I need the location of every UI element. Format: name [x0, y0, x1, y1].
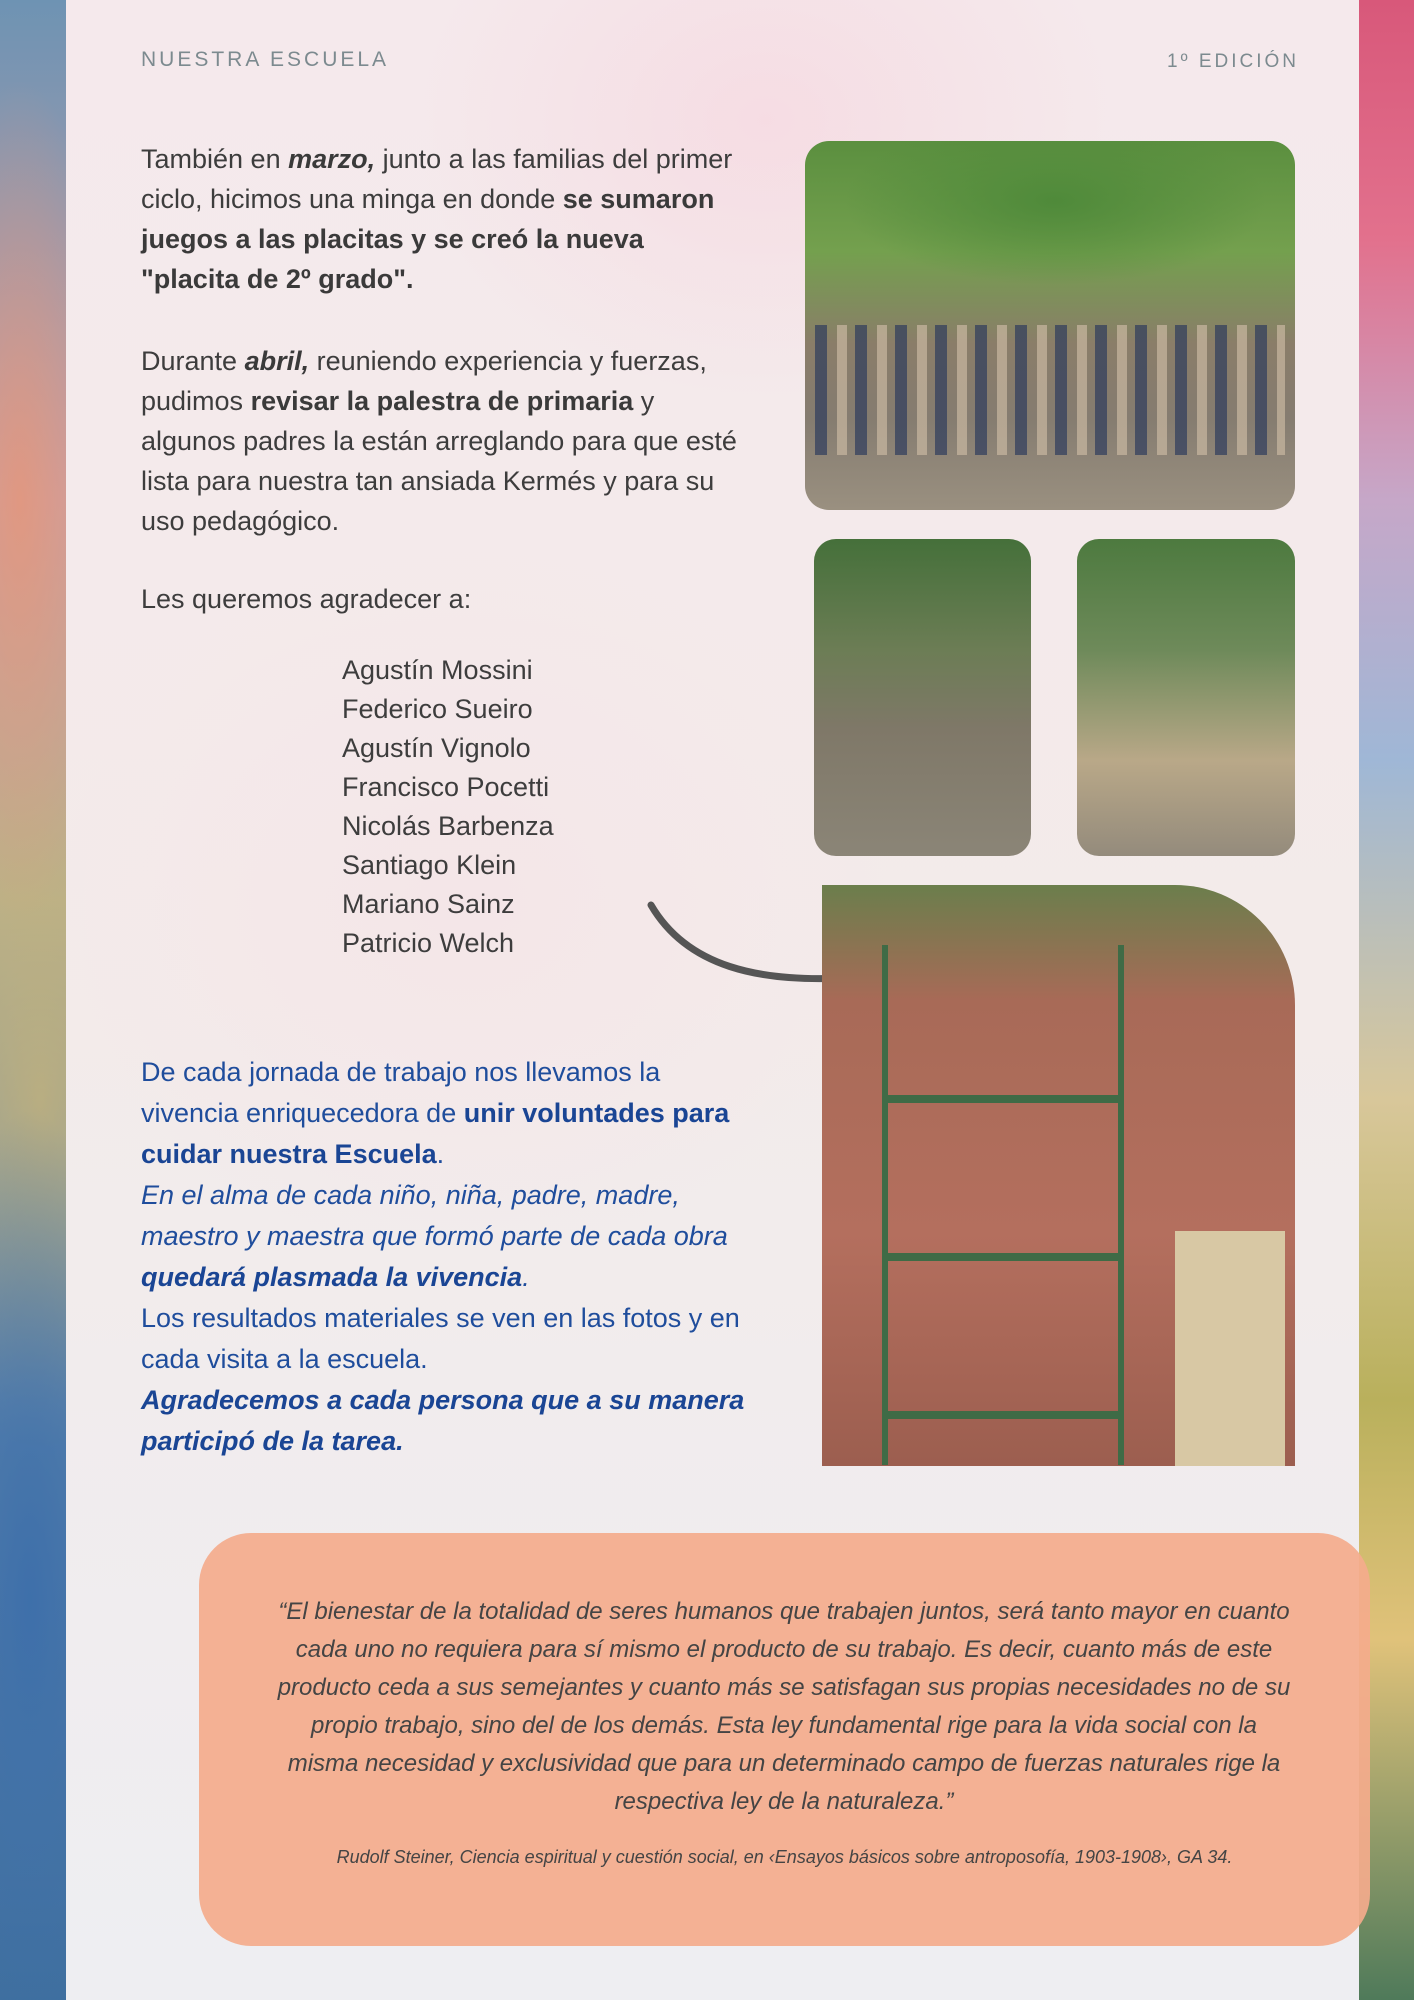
reflection-line-1: De cada jornada de trabajo nos llevamos la vivencia enriquecedora de unir voluntades para cuidar nuestra Escuela.	[141, 1057, 730, 1169]
photo-group-gathering	[805, 141, 1295, 510]
reflection-text	[141, 1052, 761, 1462]
quote-text: “El bienestar de la totalidad de seres humanos que trabajen juntos, será tanto mayor en cuanto cada uno no requiera para sí mismo el producto de su trabajo. Es decir, cuanto más de este producto ceda a sus semejantes y cuanto más se satisfagan sus propias necesidades no de su propio trabajo, sino del de los demás. Esta ley fundamental rige para la vida social con la misma necesidad y exclusividad que para un determinado campo de fuerzas naturales rige la respectiva ley de la naturaleza.”	[277, 1598, 1291, 1815]
list-item: Santiago Klein	[342, 850, 517, 880]
section-title: NUESTRA ESCUELA	[141, 48, 390, 71]
reflection-line-3: Los resultados materiales se ven en las fotos y en cada visita a la escuela.	[141, 1303, 740, 1374]
photo-climbing-arch-repair	[814, 539, 1031, 856]
list-item: Francisco Pocetti	[342, 772, 550, 802]
list-item: Agustín Vignolo	[342, 733, 531, 763]
volunteer-names-list	[342, 651, 554, 963]
list-item: Mariano Sainz	[342, 889, 515, 919]
quote-box	[199, 1533, 1370, 1946]
list-item: Agustín Mossini	[342, 655, 533, 685]
reflection-line-2: En el alma de cada niño, niña, padre, madre, maestro y maestra que formó parte de cada obra quedará plasmada la vivencia.	[141, 1180, 728, 1292]
photo-climbing-wall-scaffold	[822, 885, 1295, 1466]
list-item: Nicolás Barbenza	[342, 811, 554, 841]
newsletter-page	[66, 0, 1359, 2000]
edition-label: 1º EDICIÓN	[1167, 51, 1299, 72]
quote-source: Rudolf Steiner, Ciencia espiritual y cuestión social, en ‹Ensayos básicos sobre antroposofía, 1903-1908›, GA 34.	[336, 1847, 1233, 1867]
paragraph-march: También en marzo, junto a las familias del primer ciclo, hicimos una minga en donde se sumaron juegos a las placitas y se creó la nueva "placita de 2º grado".	[141, 144, 733, 294]
photo-sandbox-volunteers	[1077, 539, 1295, 856]
list-item: Federico Sueiro	[342, 694, 533, 724]
thanks-intro: Les queremos agradecer a:	[141, 584, 472, 614]
paragraph-april: Durante abril, reuniendo experiencia y fuerzas, pudimos revisar la palestra de primaria y algunos padres la están arreglando para que esté lista para nuestra tan ansiada Kermés y para su uso pedagógico.	[141, 346, 737, 536]
list-item: Patricio Welch	[342, 928, 515, 958]
reflection-line-4: Agradecemos a cada persona que a su manera participó de la tarea.	[141, 1385, 745, 1456]
